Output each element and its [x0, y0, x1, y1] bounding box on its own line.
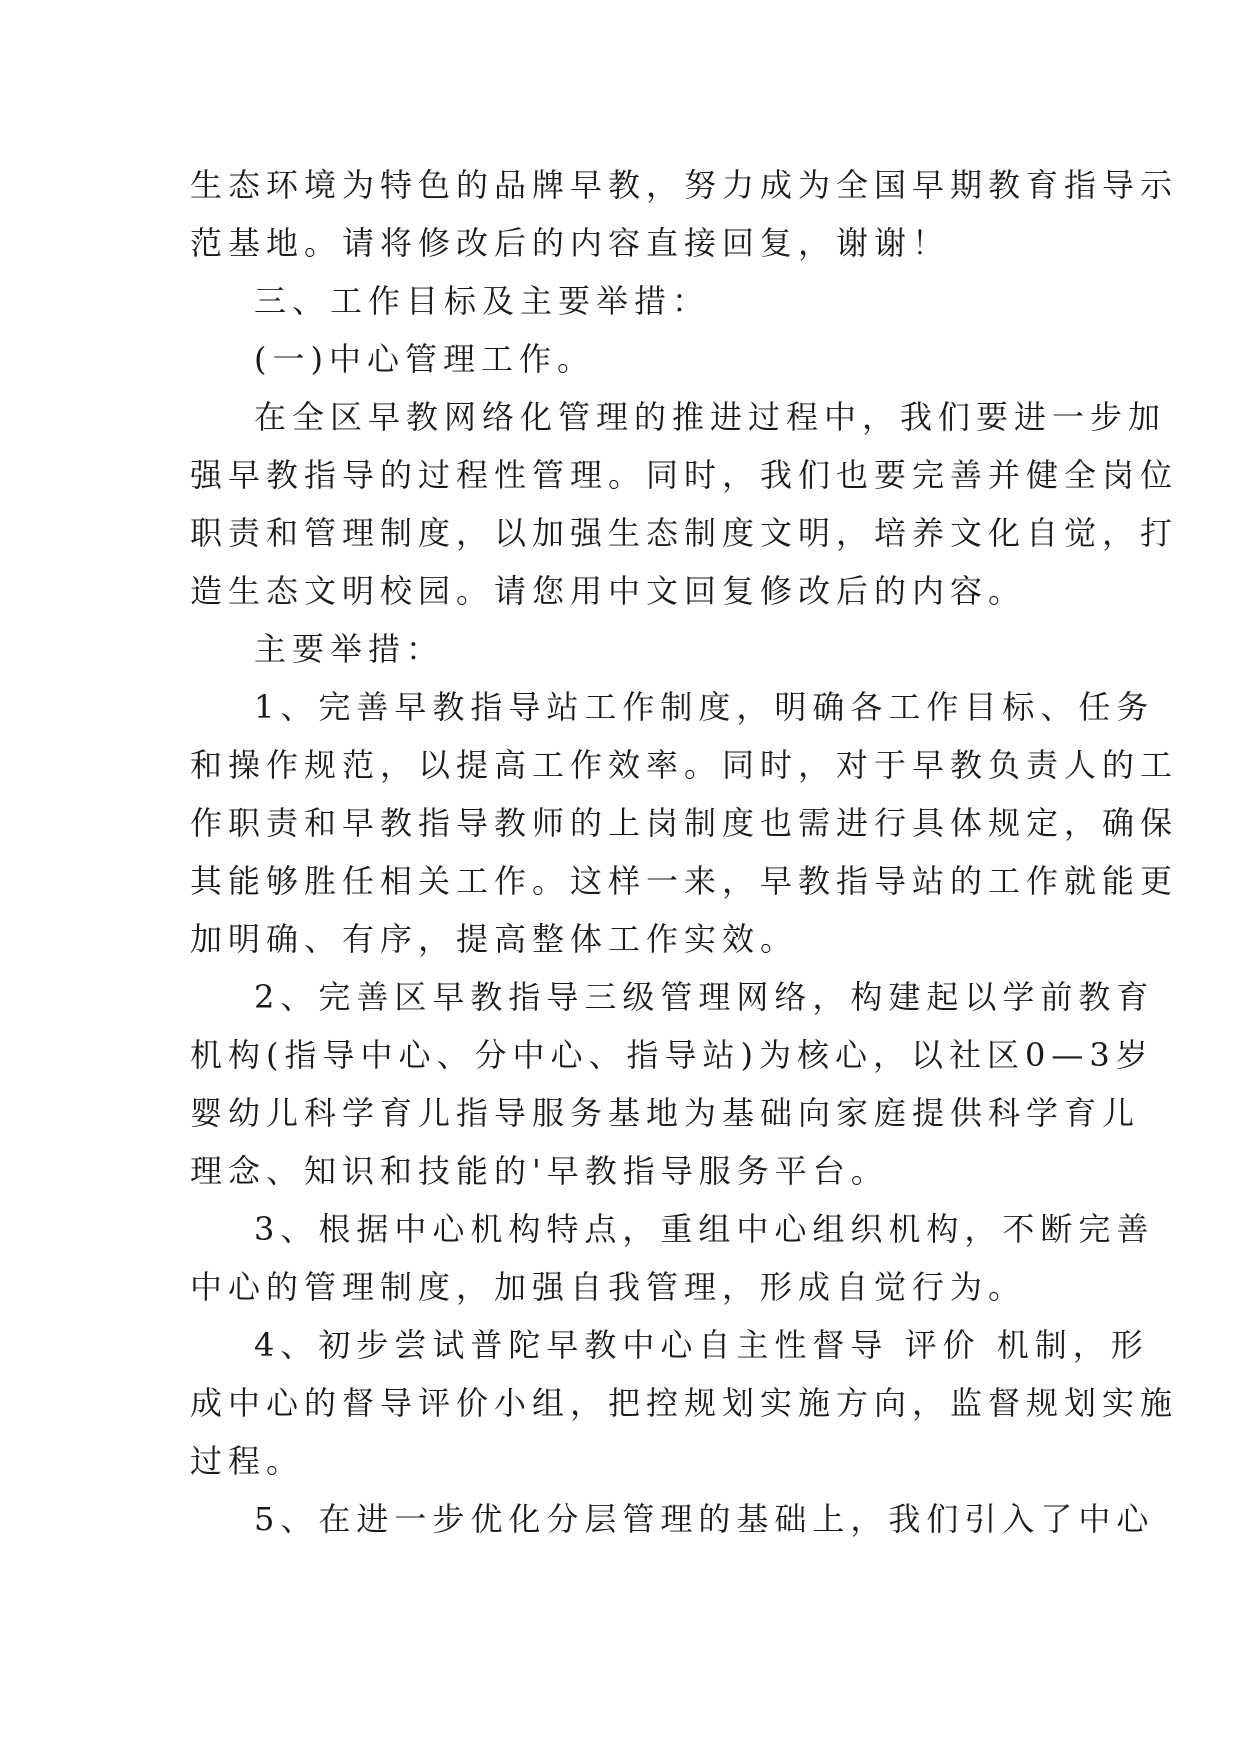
measure-item: [190, 678, 1179, 968]
text-line: 婴幼儿科学育儿指导服务基地为基础向家庭提供科学育儿: [190, 1094, 1141, 1132]
text-line: 5、在进一步优化分层管理的基础上，我们引入了中心: [254, 1500, 1155, 1538]
text-line: 理念、知识和技能的'早教指导服务平台。: [190, 1152, 889, 1190]
text-line: 2、完善区早教指导三级管理网络，构建起以学前教育: [254, 978, 1155, 1016]
text-line: 强早教指导的过程性管理。同时，我们也要完善并健全岗位: [190, 456, 1179, 494]
text-line: 和操作规范，以提高工作效率。同时，对于早教负责人的工: [190, 746, 1179, 784]
text-line: 机构(指导中心、分中心、指导站)为核心，以社区0—3岁: [190, 1036, 1154, 1074]
measure-item: [190, 1490, 1155, 1548]
text-line: 主要举措：: [254, 630, 445, 668]
text-line: 成中心的督导评价小组，把控规划实施方向，监督规划实施: [190, 1384, 1179, 1422]
text-line: 加明确、有序，提高整体工作实效。: [190, 920, 799, 958]
text-line: 4、初步尝试普陀早教中心自主性督导 评价 机制，形: [254, 1326, 1149, 1364]
text-line: 3、根据中心机构特点，重组中心组织机构，不断完善: [254, 1210, 1155, 1248]
section-heading: [190, 272, 1052, 330]
document-page: [190, 156, 1179, 1548]
measures-heading: [190, 620, 1052, 678]
text-line: 造生态文明校园。请您用中文回复修改后的内容。: [190, 572, 1027, 610]
text-line: 职责和管理制度，以加强生态制度文明，培养文化自觉，打: [190, 514, 1179, 552]
text-line: 1、完善早教指导站工作制度，明确各工作目标、任务: [254, 688, 1155, 726]
text-line: 其能够胜任相关工作。这样一来，早教指导站的工作就能更: [190, 862, 1179, 900]
paragraph: [190, 156, 1179, 272]
text-line: (一)中心管理工作。: [254, 340, 595, 378]
measure-item: [190, 1200, 1155, 1316]
text-line: 中心的管理制度，加强自我管理，形成自觉行为。: [190, 1268, 1027, 1306]
subsection-heading: [190, 330, 1052, 388]
text-line: 过程。: [190, 1442, 305, 1480]
text-line: 三、工作目标及主要举措：: [254, 282, 711, 320]
text-line: 作职责和早教指导教师的上岗制度也需进行具体规定，确保: [190, 804, 1179, 842]
paragraph: [190, 388, 1179, 620]
text-line: 范基地。请将修改后的内容直接回复，谢谢！: [190, 224, 951, 262]
text-line: 在全区早教网络化管理的推进过程中，我们要进一步加: [254, 398, 1167, 436]
measure-item: [190, 968, 1155, 1200]
text-line: 生态环境为特色的品牌早教，努力成为全国早期教育指导示: [190, 166, 1179, 204]
measure-item: [190, 1316, 1179, 1490]
